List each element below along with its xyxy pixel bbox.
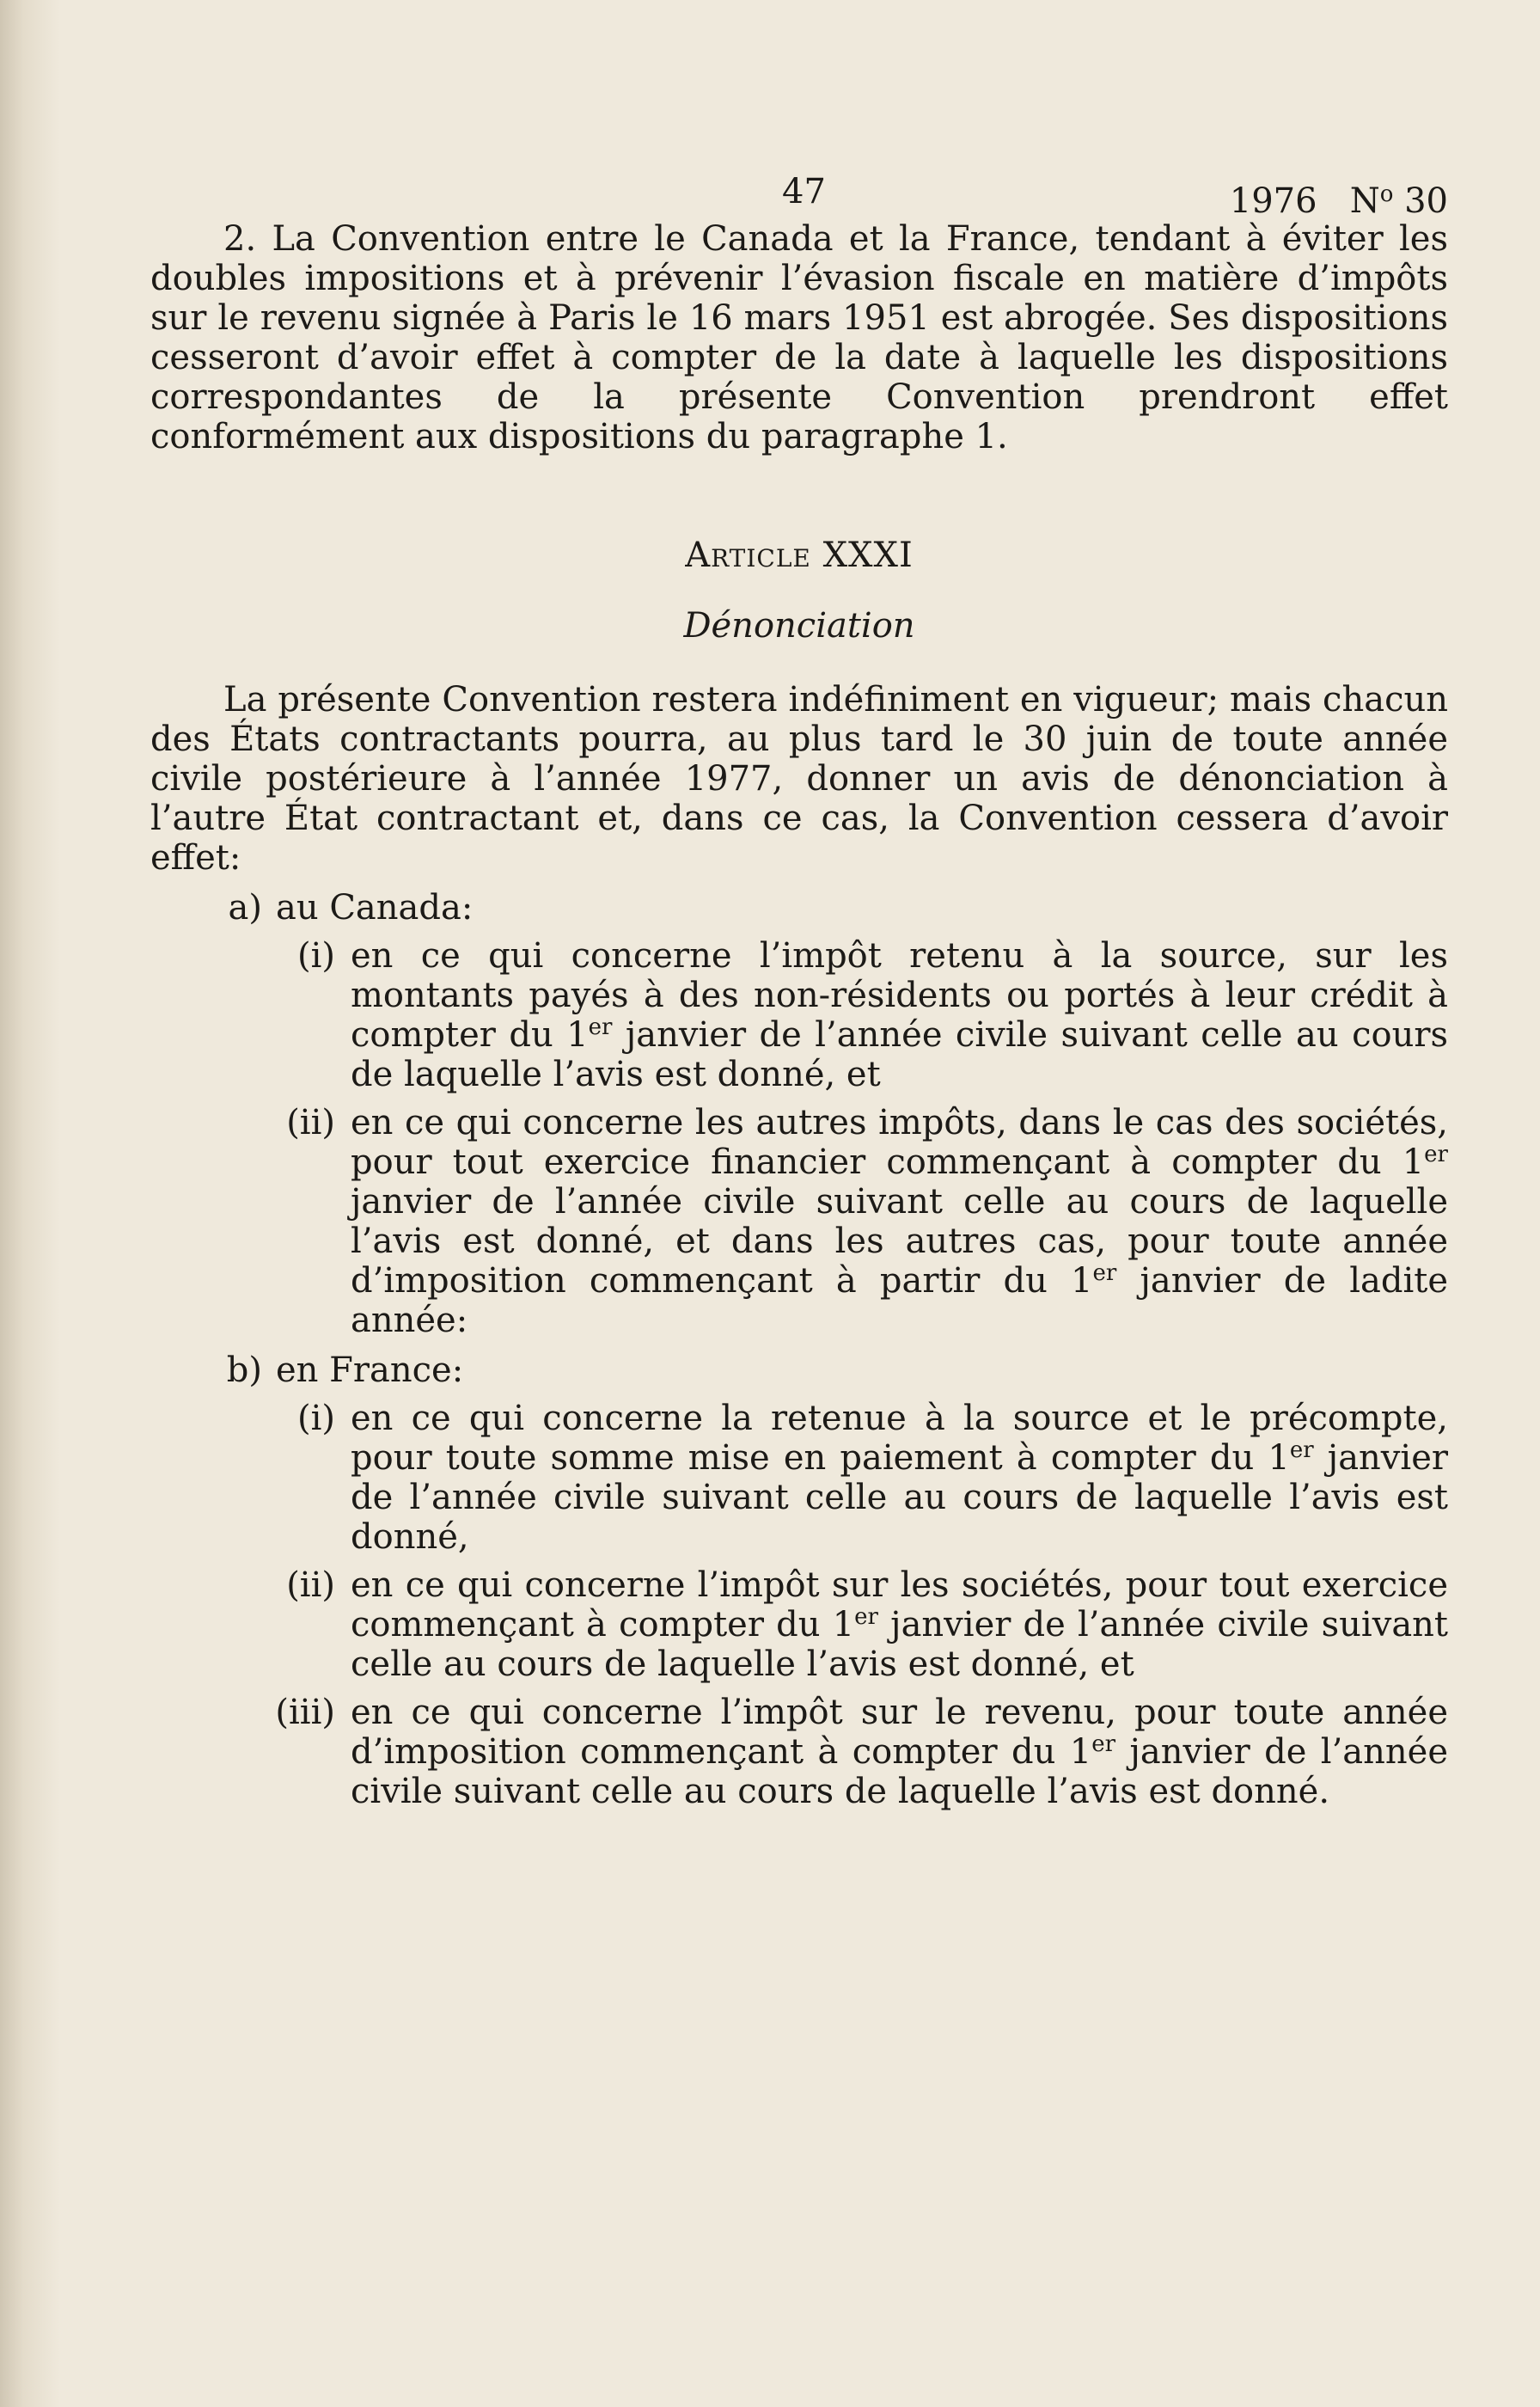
list-item-a: [150, 888, 1448, 928]
page-number: 47: [782, 172, 826, 211]
text-part: janvier de l’année civile suivant celle au cours de laquelle l’avis est donné, et dans les autres cas, pour toute année d’imposition commençant à partir du 1: [351, 1182, 1448, 1301]
superscript-er: er: [854, 1604, 878, 1630]
list-text-a-i: [351, 936, 1448, 1094]
list-text-b-i: [351, 1399, 1448, 1557]
text-part: en ce qui concerne la retenue à la source et le précompte, pour toute somme mise en paiement à compter du 1: [351, 1399, 1448, 1478]
document-page: [150, 168, 1448, 1811]
list-item-a-ii: [150, 1103, 1448, 1340]
text-part: janvier de ladite année:: [351, 1261, 1448, 1340]
section-title: Dénonciation: [683, 606, 915, 646]
series-reference: [1230, 181, 1448, 221]
article-heading: Article XXXI: [685, 536, 914, 575]
superscript-er: er: [1289, 1437, 1314, 1463]
text-part: en ce qui concerne l’impôt sur le revenu, pour toute année d’imposition commençant à compter du 1: [351, 1693, 1448, 1772]
text-part: janvier de l’année civile suivant celle au cours de laquelle l’avis est donné, et: [351, 1015, 1448, 1094]
list-item-b-iii: [150, 1693, 1448, 1811]
list-text-b-iii: [351, 1693, 1448, 1811]
series-year: 1976: [1229, 181, 1317, 221]
list-item-a-i: [150, 936, 1448, 1094]
list-text-a: au Canada:: [276, 888, 474, 928]
series-number: 30: [1404, 181, 1448, 221]
text-part: janvier de l’année civile suivant celle au cours de laquelle l’avis est donné, et: [351, 1605, 1449, 1684]
list-label-b-i: (i): [296, 1399, 335, 1438]
text-part: en ce qui concerne l’impôt sur les sociétés, pour tout exercice commençant à compter du 1: [351, 1565, 1448, 1644]
list-label-a: a): [228, 888, 262, 928]
list-text-b-ii: [351, 1565, 1448, 1684]
superscript-er: er: [1092, 1260, 1117, 1286]
superscript-er: er: [1424, 1142, 1448, 1167]
list-label-b-ii: (ii): [286, 1565, 335, 1605]
text-part: janvier de l’année civile suivant celle au cours de laquelle l’avis est donné.: [351, 1732, 1449, 1811]
list-text-b: en France:: [276, 1350, 464, 1390]
paragraph-2: 2. La Convention entre le Canada et la France, tendant à éviter les doubles impositions et à prévenir l’évasion fiscale en matière d’impôts sur le revenu signée à Paris le 16 mars 1951 est abrogée. Ses dispositions cesseront d’avoir effet à compter de la date à laquelle les dispositions correspondantes de la présente Convention prendront effet conformément aux dispositions du paragraphe 1.: [150, 219, 1448, 456]
page-header: [150, 168, 1448, 219]
text-part: en ce qui concerne l’impôt retenu à la source, sur les montants payés à des non-résidents ou portés à leur crédit à compter du 1: [351, 936, 1448, 1055]
series-no-superscript: o: [1379, 181, 1394, 207]
superscript-er: er: [1091, 1731, 1116, 1757]
series-no-prefix: N: [1349, 181, 1380, 221]
list-item-b: [150, 1350, 1448, 1390]
intro-paragraph: La présente Convention restera indéfiniment en vigueur; mais chacun des États contractants pourra, au plus tard le 30 juin de toute année civile postérieure à l’année 1977, donner un avis de dénonciation à l’autre État contractant et, dans ce cas, la Convention cessera d’avoir effet:: [150, 680, 1448, 878]
superscript-er: er: [588, 1014, 613, 1040]
text-part: janvier de l’année civile suivant celle au cours de laquelle l’avis est donné,: [351, 1438, 1448, 1557]
page-binding-shadow: [0, 0, 60, 2407]
list-label-a-ii: (ii): [286, 1103, 335, 1142]
list-item-b-ii: [150, 1565, 1448, 1684]
list-text-a-ii: [351, 1103, 1448, 1340]
list-item-b-i: [150, 1399, 1448, 1557]
list-label-a-i: (i): [296, 936, 335, 976]
list-label-b-iii: (iii): [275, 1693, 335, 1732]
text-part: en ce qui concerne les autres impôts, dans le cas des sociétés, pour tout exercice financier commençant à compter du 1: [351, 1103, 1448, 1182]
list-label-b: b): [226, 1350, 262, 1390]
